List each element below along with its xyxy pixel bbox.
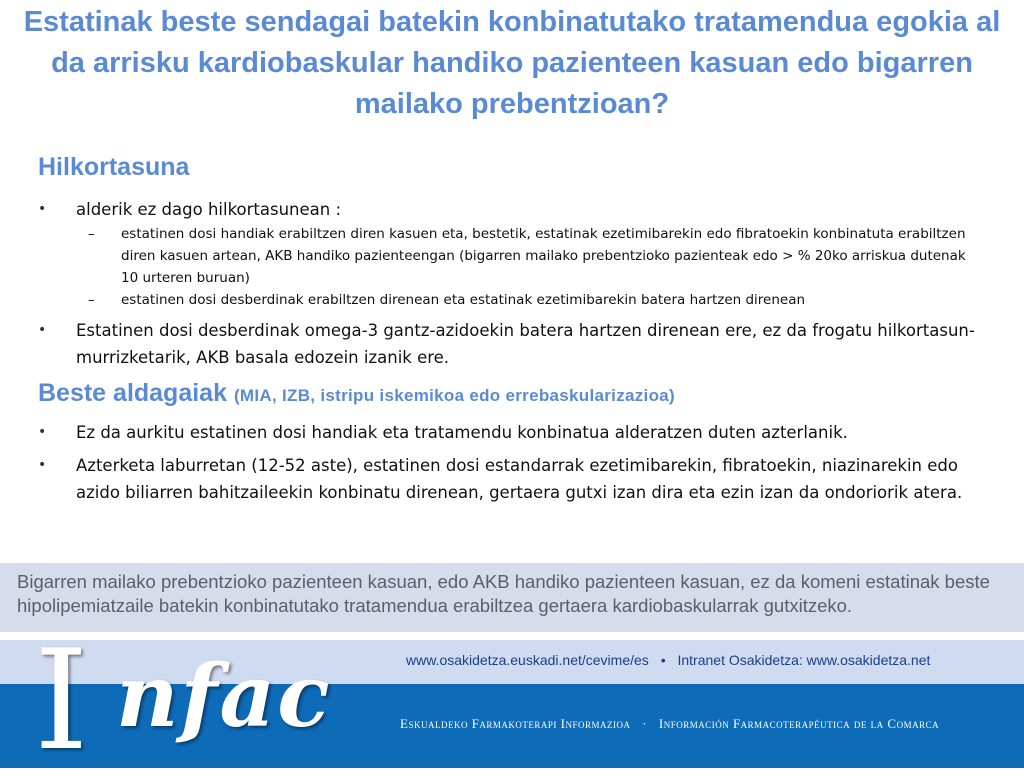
subbullet-text: estatinen dosi desberdinak erabiltzen direnean eta estatinak ezetimibarekin batera hartzen direnean bbox=[121, 292, 806, 308]
logo-initial: I bbox=[34, 620, 89, 781]
conclusion-box bbox=[0, 563, 1024, 632]
footer-links bbox=[406, 652, 930, 668]
bullet-text: Estatinen dosi desberdinak omega-3 gantz-azidoekin batera hartzen direnean ere, ez da frogatu hilkortasun-murrizketarik, AKB basala edozein izanik ere. bbox=[76, 321, 975, 367]
section-heading-mortality: Hilkortasuna bbox=[38, 153, 190, 181]
subbullet-high-dose bbox=[88, 223, 968, 289]
osakidetza-cevime-link[interactable]: www.osakidetza.euskadi.net/cevime/es bbox=[406, 652, 649, 668]
intranet-osakidetza-link[interactable]: Intranet Osakidetza: www.osakidetza.net bbox=[677, 652, 931, 668]
bullet-omega3 bbox=[38, 317, 988, 371]
link-separator: • bbox=[660, 652, 666, 668]
page-title: Estatinak beste sendagai batekin konbinatutako tratamendua egokia al da arrisku kardiobaskular handiko pazienteen kasuan edo bigarren mailako prebentzioan? bbox=[23, 6, 1001, 120]
tagline-basque: Eskualdeko Farmakoterapi Informazioa bbox=[400, 716, 631, 731]
tagline-spanish: Información Farmacoterapéutica de la Comarca bbox=[658, 716, 940, 731]
tagline-separator: · bbox=[642, 716, 648, 731]
footer-tagline bbox=[400, 716, 939, 732]
bullet-icon: • bbox=[38, 457, 47, 473]
bullet-no-studies bbox=[38, 419, 988, 446]
bullet-text: alderik ez dago hilkortasunean : bbox=[76, 200, 342, 219]
section-heading-other-variables bbox=[38, 378, 675, 411]
dash-icon: – bbox=[88, 292, 95, 308]
bullet-icon: • bbox=[38, 201, 47, 217]
infac-logo bbox=[34, 620, 332, 781]
bullet-text: Azterketa laburretan (12-52 aste), estatinen dosi estandarrak ezetimibarekin, fibratoekin, niazinarekin edo azido biliarren bahitzaileekin konbinatu direnean, gertaera gutxi izan dira eta ezin izan da ondoriorik atera. bbox=[76, 456, 963, 502]
bullet-icon: • bbox=[38, 322, 47, 338]
bullet-short-studies bbox=[38, 452, 988, 506]
conclusion-text: Bigarren mailako prebentzioko pazienteen kasuan, edo AKB handiko pazienteen kasuan, ez da komeni estatinak beste hipolipemiatzaile batekin konbinatutako tratamendua erabiltzea gertaera kardiobaskularrak gutxitzeko. bbox=[17, 571, 990, 616]
section-subheading: (MIA, IZB, istripu iskemikoa edo errebaskularizazioa) bbox=[233, 386, 675, 405]
section-heading-text: Beste aldagaiak bbox=[38, 379, 227, 407]
bullet-no-difference bbox=[38, 196, 988, 223]
bullet-text: Ez da aurkitu estatinen dosi handiak eta tratamendu konbinatua alderatzen duten azterlanik. bbox=[76, 423, 848, 442]
dash-icon: – bbox=[88, 226, 95, 242]
subbullet-different-doses bbox=[88, 289, 968, 311]
subbullet-text: estatinen dosi handiak erabiltzen diren kasuen eta, bestetik, estatinak ezetimibarekin edo fibratoekin konbinatuta erabiltzen diren kasuen artean, AKB handiko pazienteengan (bigarren mailako prebentzioko pazienteak edo > % 20ko arriskua dutenak 10 urteren buruan) bbox=[121, 226, 966, 286]
logo-text: nfac bbox=[116, 646, 332, 747]
bullet-icon: • bbox=[38, 424, 47, 440]
